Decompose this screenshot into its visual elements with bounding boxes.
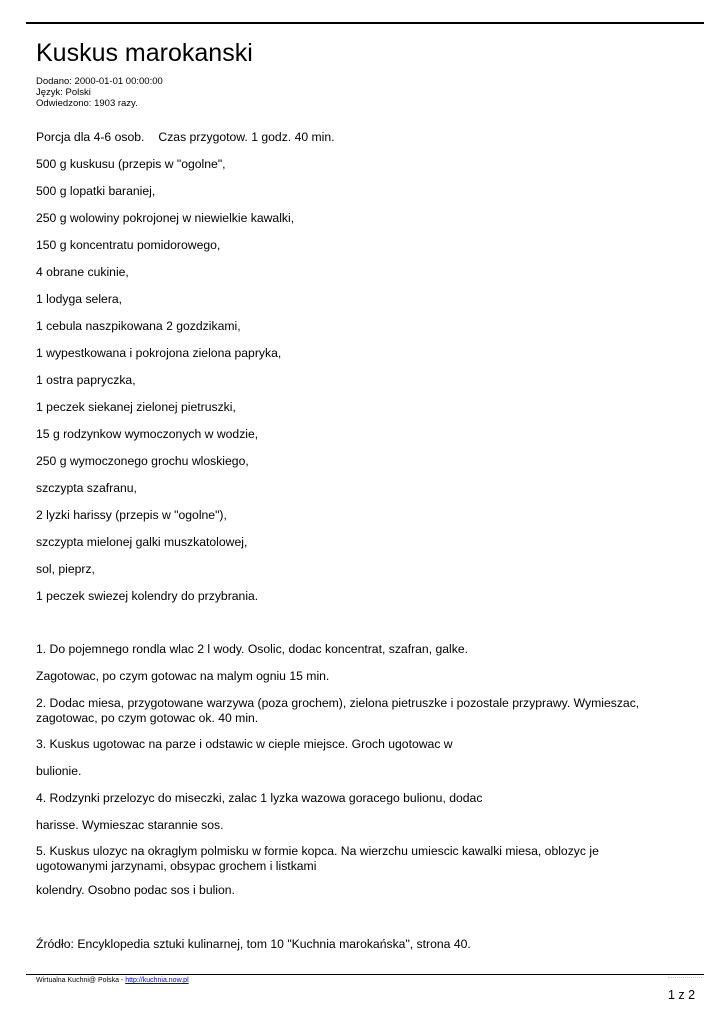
ingredient-item: szczypta mielonej galki muszkatolowej, [36, 535, 248, 549]
ingredient-item: 2 lyzki harissy (przepis w "ogolne"), [36, 508, 227, 522]
ingredient-item: 250 g wymoczonego grochu wloskiego, [36, 454, 249, 468]
meta-added: Dodano: 2000-01-01 00:00:00 [36, 76, 163, 87]
top-rule [26, 22, 704, 24]
ingredient-item: 1 wypestkowana i pokrojona zielona papryka, [36, 346, 282, 360]
portion-text: Porcja dla 4-6 osob. [36, 130, 145, 144]
portion-line [36, 130, 335, 145]
ingredient-item: 1 cebula naszpikowana 2 gozdzikami, [36, 319, 241, 333]
ingredient-item: szczypta szafranu, [36, 481, 137, 495]
meta-visits: Odwiedzono: 1903 razy. [36, 98, 138, 109]
ingredient-item: sol, pieprz, [36, 562, 95, 576]
footer-site-link[interactable]: http://kuchnia.now.pl [125, 977, 189, 984]
page-number: 1 z 2 [668, 988, 696, 1002]
footer-site [36, 976, 189, 985]
ingredient-item: 1 peczek swiezej kolendry do przybrania. [36, 589, 259, 603]
footer-faint-mark [668, 977, 702, 978]
step-paragraph: bulionie. [36, 764, 82, 778]
prep-time-text: Czas przygotow. 1 godz. 40 min. [158, 130, 335, 144]
ingredient-item: 500 g lopatki baraniej, [36, 184, 156, 198]
ingredient-item: 150 g koncentratu pomidorowego, [36, 238, 221, 252]
step-paragraph: 3. Kuskus ugotowac na parze i odstawic w cieple miejsce. Groch ugotowac w [36, 737, 453, 751]
source-note: Źródło: Encyklopedia sztuki kulinarnej, tom 10 "Kuchnia marokańska", strona 40. [36, 937, 471, 951]
page-title: Kuskus marokanski [36, 39, 253, 67]
ingredient-item: 250 g wolowiny pokrojonej w niewielkie kawalki, [36, 211, 295, 225]
meta-language: Język: Polski [36, 87, 91, 98]
recipe-meta [36, 76, 163, 109]
step-paragraph: 5. Kuskus ulozyc na okraglym polmisku w formie kopca. Na wierzchu umiescic kawalki miesa, oblozyc je ugotowanymi jarzynami, obsypac grochem i listkami [36, 844, 599, 873]
step-paragraph: Zagotowac, po czym gotowac na malym ogniu 15 min. [36, 669, 330, 683]
ingredient-item: 4 obrane cukinie, [36, 265, 129, 279]
ingredient-item: 15 g rodzynkow wymoczonych w wodzie, [36, 427, 259, 441]
ingredient-item: 500 g kuskusu (przepis w "ogolne", [36, 157, 226, 171]
step-paragraph: kolendry. Osobno podac sos i bulion. [36, 883, 235, 897]
step-paragraph: 1. Do pojemnego rondla wlac 2 l wody. Osolic, dodac koncentrat, szafran, galke. [36, 642, 468, 656]
ingredient-item: 1 peczek siekanej zielonej pietruszki, [36, 400, 236, 414]
footer-site-name: Wirtualna Kuchni@ Polska - [36, 977, 126, 984]
step-paragraph: 2. Dodac miesa, przygotowane warzywa (poza grochem), zielona pietruszke i pozostale przyprawy. Wymieszac, zagotowac, po czym gotowac ok. 40 min. [36, 696, 640, 725]
ingredient-item: 1 lodyga selera, [36, 292, 123, 306]
footer-rule [26, 974, 704, 975]
ingredient-item: 1 ostra papryczka, [36, 373, 136, 387]
step-paragraph: 4. Rodzynki przelozyc do miseczki, zalac 1 lyzka wazowa goracego bulionu, dodac [36, 791, 483, 805]
step-paragraph: harisse. Wymieszac starannie sos. [36, 818, 224, 832]
